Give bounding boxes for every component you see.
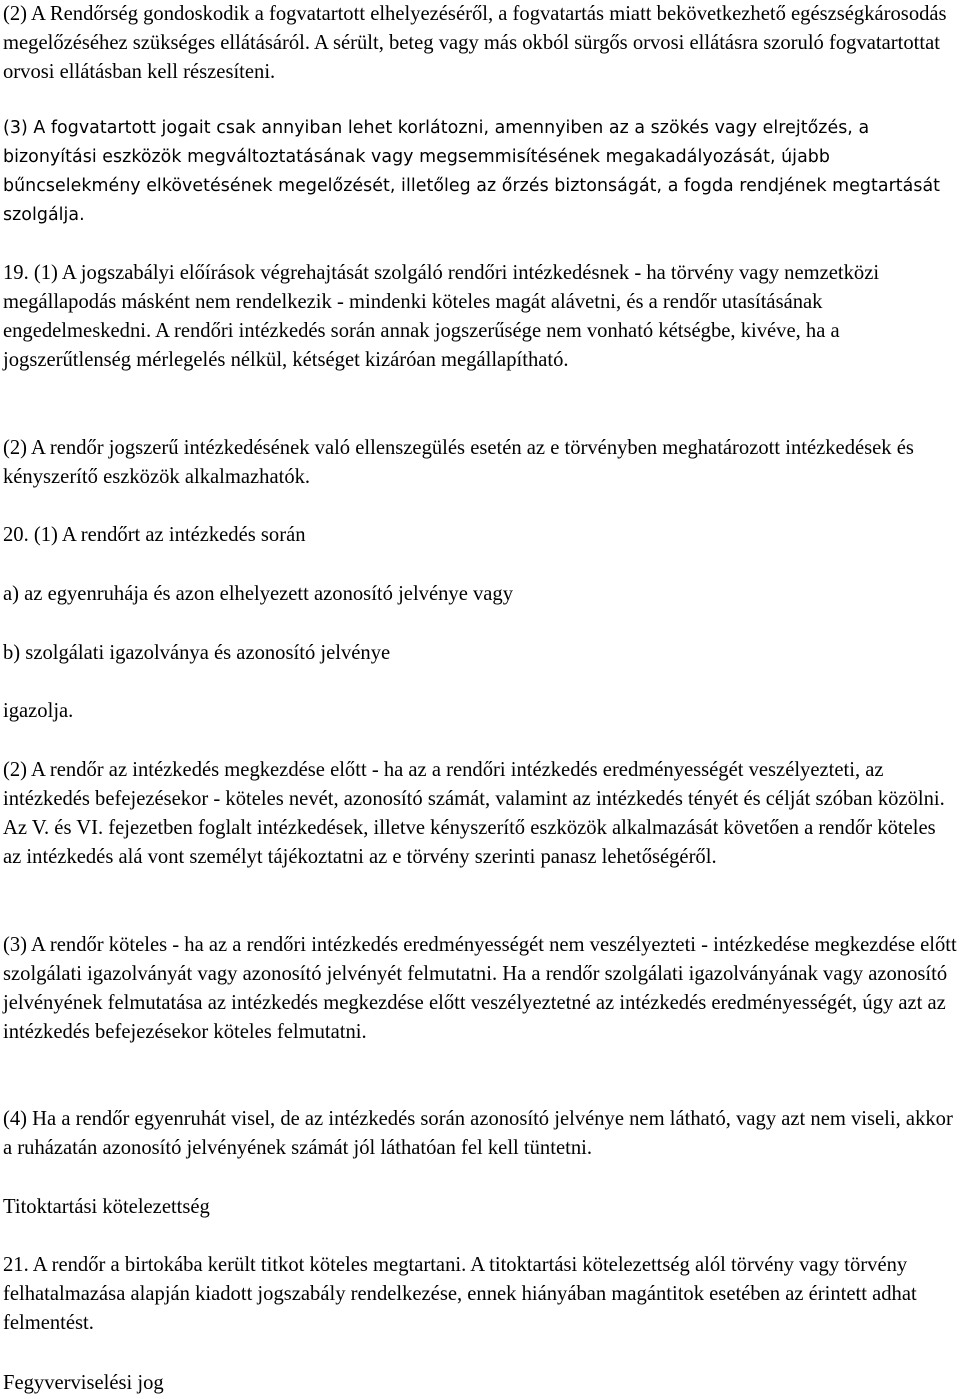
paragraph-2-detainee-care: (2) A Rendőrség gondoskodik a fogvatartott elhelyezéséről, a fogvatartás miatt bekövetkezhető egészségkárosodás megelőzéséhez szükséges ellátásáról. A sérült, beteg vagy más okból sürgős orvosi ellátásra szoruló fogvatartottat orvosi ellátásban kell részesíteni. (3, 3, 947, 83)
list-item-a: a) az egyenruhája és azon elhelyezett azonosító jelvénye vagy (3, 583, 514, 605)
section-20-paragraph-3: (3) A rendőr köteles - ha az a rendőri intézkedés eredményességét nem veszélyezteti - intézkedése megkezdése előtt szolgálati igazolványát vagy azonosító jelvényét felmutatni. Ha a rendőr szolgálati igazolványának vagy azonosító jelvényének felmutatása az intézkedés megkezdése előtt veszélyeztetné az intézkedés eredményességét, úgy azt az intézkedés befejezésekor köteles felmutatni. (3, 934, 957, 1043)
section-20-paragraph-4: (4) Ha a rendőr egyenruhát visel, de az intézkedés során azonosító jelvénye nem látható, vagy azt nem viseli, akkor a ruházatán azonosító jelvényének számát jól láthatóan fel kell tüntetni. (3, 1108, 953, 1159)
section-19-paragraph-1: 19. (1) A jogszabályi előírások végrehajtását szolgáló rendőri intézkedésnek - ha törvény vagy nemzetközi megállapodás másként nem rendelkezik - mindenki köteles magát alávetni, és a rendőr utasításának engedelmeskedni. A rendőri intézkedés során annak jogszerűsége nem vonható kétségbe, kivéve, ha a jogszerűtlenség mérlegelés nélkül, kétséget kizáróan megállapítható. (3, 262, 880, 371)
paragraph-igazolja: igazolja. (3, 700, 74, 722)
section-19-paragraph-2: (2) A rendőr jogszerű intézkedésének való ellenszegülés esetén az e törvényben meghatározott intézkedések és kényszerítő eszközök alkalmazhatók. (3, 437, 914, 488)
list-item-b: b) szolgálati igazolványa és azonosító jelvénye (3, 642, 391, 664)
heading-confidentiality: Titoktartási kötelezettség (3, 1196, 210, 1218)
section-20-paragraph-2: (2) A rendőr az intézkedés megkezdése előtt - ha az a rendőri intézkedés eredményességét veszélyezteti, az intézkedés befejezésekor - köteles nevét, azonosító számát, valamint az intézkedés tényét és célját szóban közölni. Az V. és VI. fejezetben foglalt intézkedések, illetve kényszerítő eszközök alkalmazását követően a rendőr köteles az intézkedés alá vont személyt tájékoztatni az e törvény szerinti panasz lehetőségéről. (3, 759, 945, 868)
section-20-paragraph-1: 20. (1) A rendőrt az intézkedés során (3, 524, 306, 546)
heading-weapon-rights: Fegyverviselési jog (3, 1372, 164, 1394)
section-21-paragraph: 21. A rendőr a birtokába került titkot köteles megtartani. A titoktartási kötelezettség alól törvény vagy törvény felhatalmazása alapján kiadott jogszabály rendelkezése, ennek hiányában magántitok esetében az érintett adhat felmentést. (3, 1254, 917, 1334)
paragraph-3-detainee-rights: (3) A fogvatartott jogait csak annyiban lehet korlátozni, amennyiben az a szökés vagy elrejtőzés, a bizonyítási eszközök megváltoztatásának vagy megsemmisítésének megakadályozását, újabb bűncselekmény elkövetésének megelőzését, illetőleg az őrzés biztonságát, a fogda rendjének megtartását szolgálja. (3, 118, 941, 225)
